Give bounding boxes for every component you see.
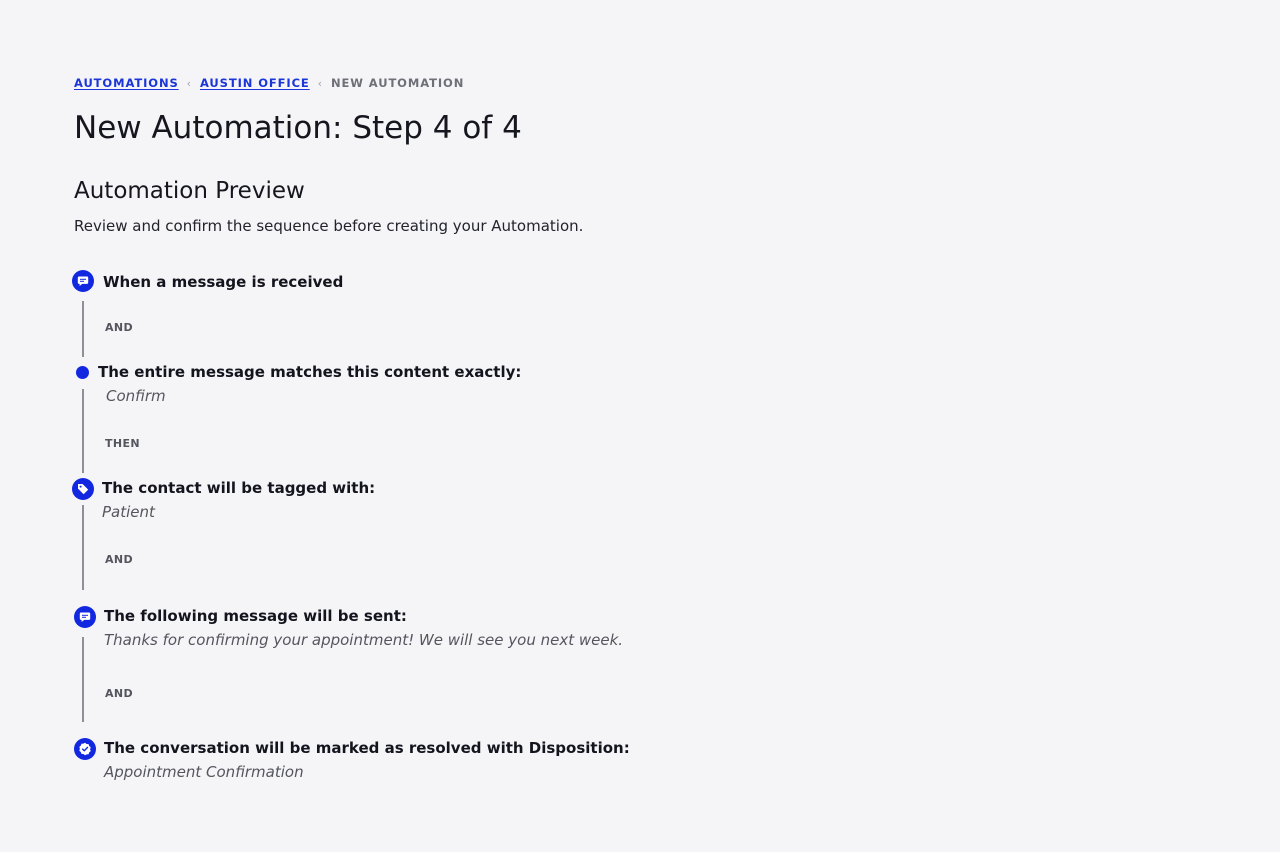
breadcrumb-link-automations[interactable]: AUTOMATIONS bbox=[74, 76, 179, 90]
step-trigger-title: When a message is received bbox=[103, 273, 344, 291]
step-condition-title: The entire message matches this content exactly: bbox=[98, 363, 522, 381]
step-tag-value: Patient bbox=[102, 503, 155, 521]
breadcrumb-link-austin-office[interactable]: AUSTIN OFFICE bbox=[199, 76, 310, 90]
timeline-connector-line bbox=[82, 389, 84, 473]
connector-label: AND bbox=[105, 553, 134, 566]
step-condition-value: Confirm bbox=[106, 387, 166, 405]
page-title: New Automation: Step 4 of 4 bbox=[74, 110, 522, 146]
step-resolve-value: Appointment Confirmation bbox=[104, 763, 304, 781]
connector-label: AND bbox=[105, 687, 134, 700]
breadcrumb-current: NEW AUTOMATION bbox=[330, 76, 465, 90]
section-description: Review and confirm the sequence before creating your Automation. bbox=[74, 217, 584, 235]
dot-icon bbox=[76, 366, 89, 379]
step-send-message-title: The following message will be sent: bbox=[104, 607, 407, 625]
breadcrumb bbox=[74, 76, 464, 90]
chevron-left-icon: ‹ bbox=[186, 76, 192, 90]
section-title: Automation Preview bbox=[74, 178, 305, 204]
connector-label: AND bbox=[105, 321, 134, 334]
timeline-connector-line bbox=[82, 505, 84, 590]
chevron-left-icon: ‹ bbox=[317, 76, 323, 90]
timeline-connector-line bbox=[82, 301, 84, 357]
check-badge-icon bbox=[74, 738, 96, 760]
timeline-connector-line bbox=[82, 637, 84, 722]
step-resolve-title: The conversation will be marked as resolved with Disposition: bbox=[104, 739, 630, 757]
message-icon bbox=[72, 270, 94, 292]
tag-icon bbox=[72, 478, 94, 500]
step-send-message-value: Thanks for confirming your appointment! We will see you next week. bbox=[104, 631, 624, 649]
step-tag-title: The contact will be tagged with: bbox=[102, 479, 376, 497]
connector-label: THEN bbox=[105, 437, 141, 450]
message-icon bbox=[74, 606, 96, 628]
